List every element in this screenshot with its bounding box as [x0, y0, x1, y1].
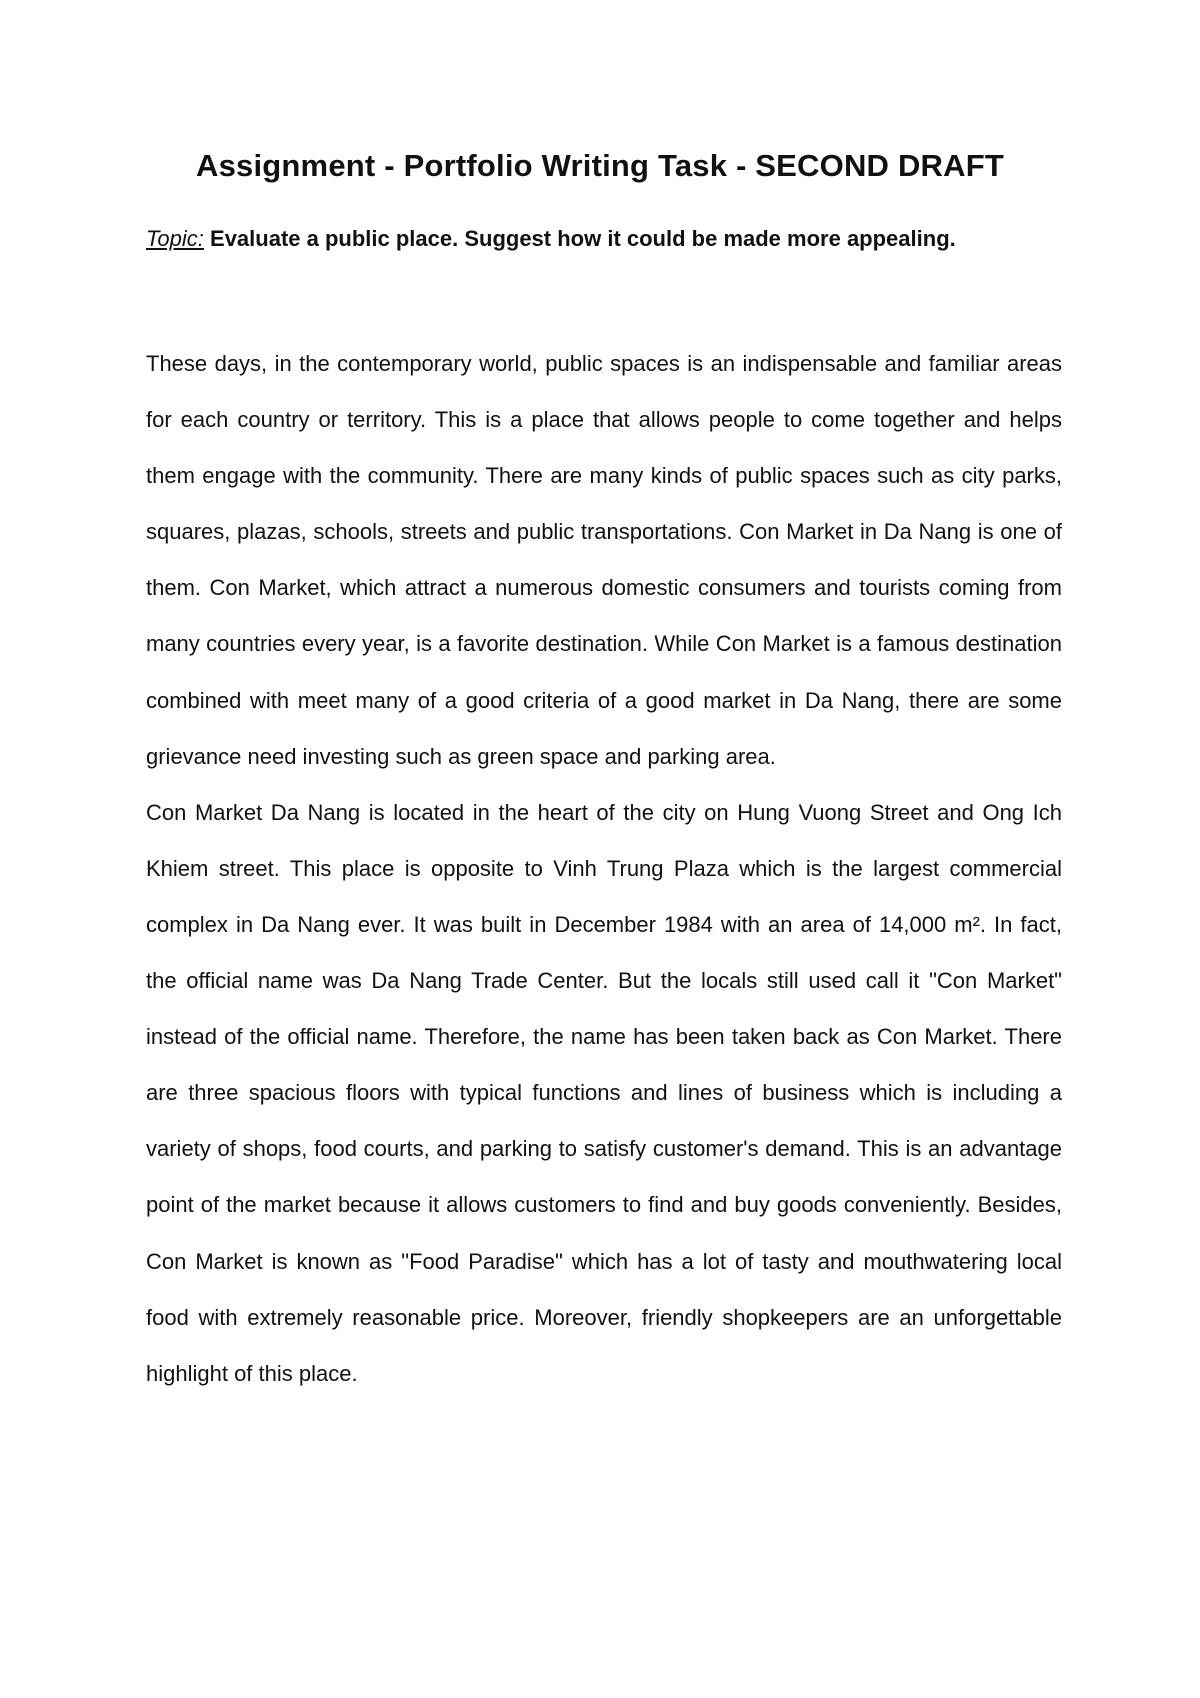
essay-body: [146, 336, 1062, 1402]
essay-paragraph-2: Con Market Da Nang is located in the heart of the city on Hung Vuong Street and Ong Ich Khiem street. This place is opposite to Vinh Trung Plaza which is the largest commercial complex in Da Nang ever. It was built in December 1984 with an area of 14,000 m². In fact, the official name was Da Nang Trade Center. But the locals still used call it "Con Market" instead of the official name. Therefore, the name has been taken back as Con Market. There are three spacious floors with typical functions and lines of business which is including a variety of shops, food courts, and parking to satisfy customer's demand. This is an advantage point of the market because it allows customers to find and buy goods conveniently. Besides, Con Market is known as "Food Paradise" which has a lot of tasty and mouthwatering local food with extremely reasonable price. Moreover, friendly shopkeepers are an unforgettable highlight of this place.: [146, 799, 1062, 1386]
topic-text: Evaluate a public place. Suggest how it could be made more appealing.: [210, 226, 956, 251]
topic-label: Topic:: [146, 226, 204, 251]
essay-paragraph-1: These days, in the contemporary world, public spaces is an indispensable and familiar areas for each country or territory. This is a place that allows people to come together and helps them engage with the community. There are many kinds of public spaces such as city parks, squares, plazas, schools, streets and public transportations. Con Market in Da Nang is one of them. Con Market, which attract a numerous domestic consumers and tourists coming from many countries every year, is a favorite destination. While Con Market is a famous destination combined with meet many of a good criteria of a good market in Da Nang, there are some grievance need investing such as green space and parking area.: [146, 351, 1062, 769]
topic-line: [146, 224, 1066, 254]
document-title: Assignment - Portfolio Writing Task - SECOND DRAFT: [196, 148, 1004, 183]
